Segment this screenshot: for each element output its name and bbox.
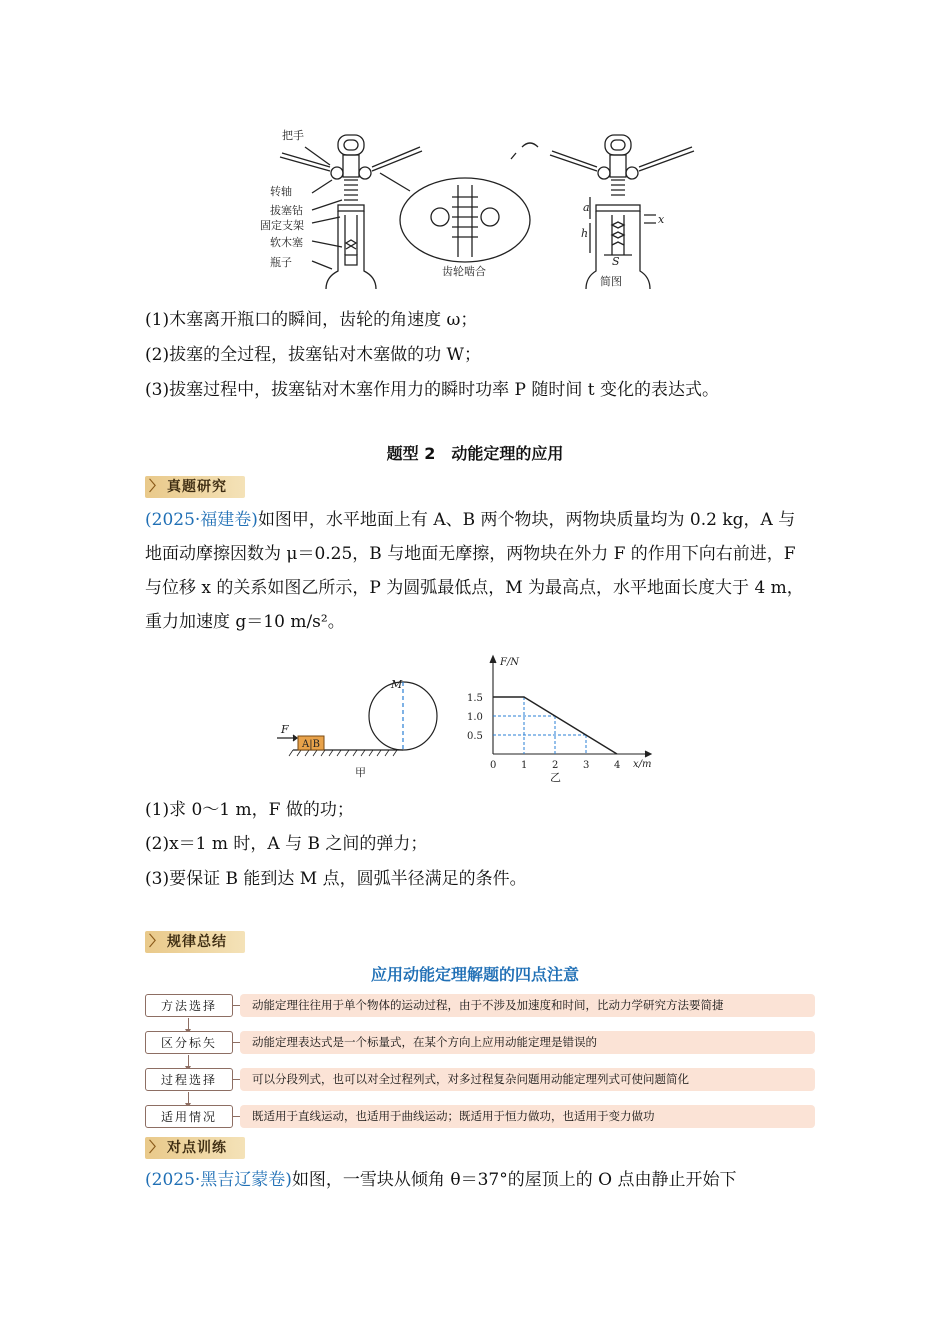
tag-practice: 〉 对点训练	[145, 1137, 245, 1159]
chevron-right-icon: 〉	[149, 479, 164, 495]
point-m-label: M	[391, 678, 403, 691]
label-s: S	[612, 255, 620, 268]
x-tick-label: 4	[614, 760, 621, 771]
question-1-item-2: (2)拔塞的全过程，拔塞钻对木塞做的功 W；	[145, 345, 481, 365]
label-corkscrew: 拔塞钻	[270, 204, 303, 217]
figure-jia	[275, 670, 445, 785]
y-tick-label: 1.0	[467, 712, 483, 723]
question-1-item-1: (1)木塞离开瓶口的瞬间，齿轮的角速度 ω；	[145, 310, 478, 330]
step-text-scope: 既适用于直线运动，也适用于曲线运动；既适用于恒力做功，也适用于变力做功	[240, 1105, 815, 1128]
tag-real-exam: 〉 真题研究	[145, 476, 245, 498]
step-box-method: 方法选择	[145, 994, 233, 1017]
problem-2	[145, 1165, 736, 1190]
step-box-scope: 适用情况	[145, 1105, 233, 1128]
chevron-right-icon: 〉	[149, 934, 164, 950]
label-a: a	[583, 201, 590, 214]
problem-1	[145, 503, 810, 639]
label-gear-mesh: 齿轮啮合	[442, 265, 486, 278]
step-box-process: 过程选择	[145, 1068, 233, 1091]
step-text-scalar: 动能定理表达式是一个标量式，在某个方向上应用动能定理是错误的	[240, 1031, 815, 1054]
label-handle: 把手	[282, 129, 304, 142]
y-axis-label: F/N	[500, 657, 520, 668]
arrow-down-icon	[188, 1092, 189, 1104]
force-label: F	[281, 723, 289, 736]
step-text-process: 可以分段列式，也可以对全过程列式，对多过程复杂问题用动能定理列式可使问题简化	[240, 1068, 815, 1091]
caption-jia: 甲	[355, 766, 366, 779]
section-title: 题型 2 动能定理的应用	[386, 444, 564, 463]
label-bottle: 瓶子	[270, 256, 292, 269]
label-diagram: 简图	[600, 275, 622, 288]
problem-1-text: 如图甲，水平地面上有 A、B 两个物块，两物块质量均为 0.2 kg，A 与地面动摩擦因数为 μ＝0.25，B 与地面无摩擦，两物块在外力 F 的作用下向右前进，F 与位移 x 的关系如图乙所示，P 为圆弧最低点，M 为最高点，水平地面长度大于 4 m，重力加速度 g＝10 m/s²。	[145, 510, 804, 632]
question-2-item-1: (1)求 0～1 m，F 做的功；	[145, 800, 354, 820]
label-cork: 软木塞	[270, 236, 303, 249]
caption-yi: 乙	[550, 771, 561, 784]
problem-2-source: (2025·黑吉辽蒙卷)	[145, 1170, 292, 1190]
label-shaft: 转轴	[270, 185, 292, 198]
arrow-down-icon	[188, 1055, 189, 1067]
y-tick-label: 0.5	[467, 731, 483, 742]
question-2-item-3: (3)要保证 B 能到达 M 点，圆弧半径满足的条件。	[145, 869, 527, 889]
summary-title: 应用动能定理解题的四点注意	[370, 965, 579, 984]
corkscrew-figure	[260, 125, 710, 295]
step-box-scalar: 区分标矢	[145, 1031, 233, 1054]
step-text-method: 动能定理往往用于单个物体的运动过程，由于不涉及加速度和时间，比动力学研究方法要简捷	[240, 994, 815, 1017]
question-1-item-3: (3)拔塞过程中，拔塞钻对木塞作用力的瞬时功率 P 随时间 t 变化的表达式。	[145, 380, 719, 400]
x-tick-label: 3	[583, 760, 590, 771]
x-tick-label: 1	[521, 760, 528, 771]
arrow-down-icon	[188, 1018, 189, 1030]
problem-2-text: 如图，一雪块从倾角 θ＝37°的屋顶上的 O 点由静止开始下	[291, 1170, 737, 1190]
label-h: h	[581, 227, 589, 240]
tag-rule-summary: 〉 规律总结	[145, 931, 245, 953]
x-tick-label: 2	[552, 760, 559, 771]
y-tick-label: 1.5	[467, 693, 483, 704]
series-line	[493, 697, 617, 754]
question-2-item-2: (2)x＝1 m 时，A 与 B 之间的弹力；	[145, 834, 428, 854]
chart-yi	[465, 650, 665, 785]
label-bracket: 固定支架	[260, 219, 304, 232]
problem-1-source: (2025·福建卷)	[145, 510, 258, 530]
block-label: A|B	[302, 739, 320, 750]
label-x: x	[658, 213, 665, 226]
x-tick-label: 0	[490, 760, 497, 771]
x-axis-label: x/m	[633, 759, 652, 770]
chevron-right-icon: 〉	[149, 1140, 164, 1156]
